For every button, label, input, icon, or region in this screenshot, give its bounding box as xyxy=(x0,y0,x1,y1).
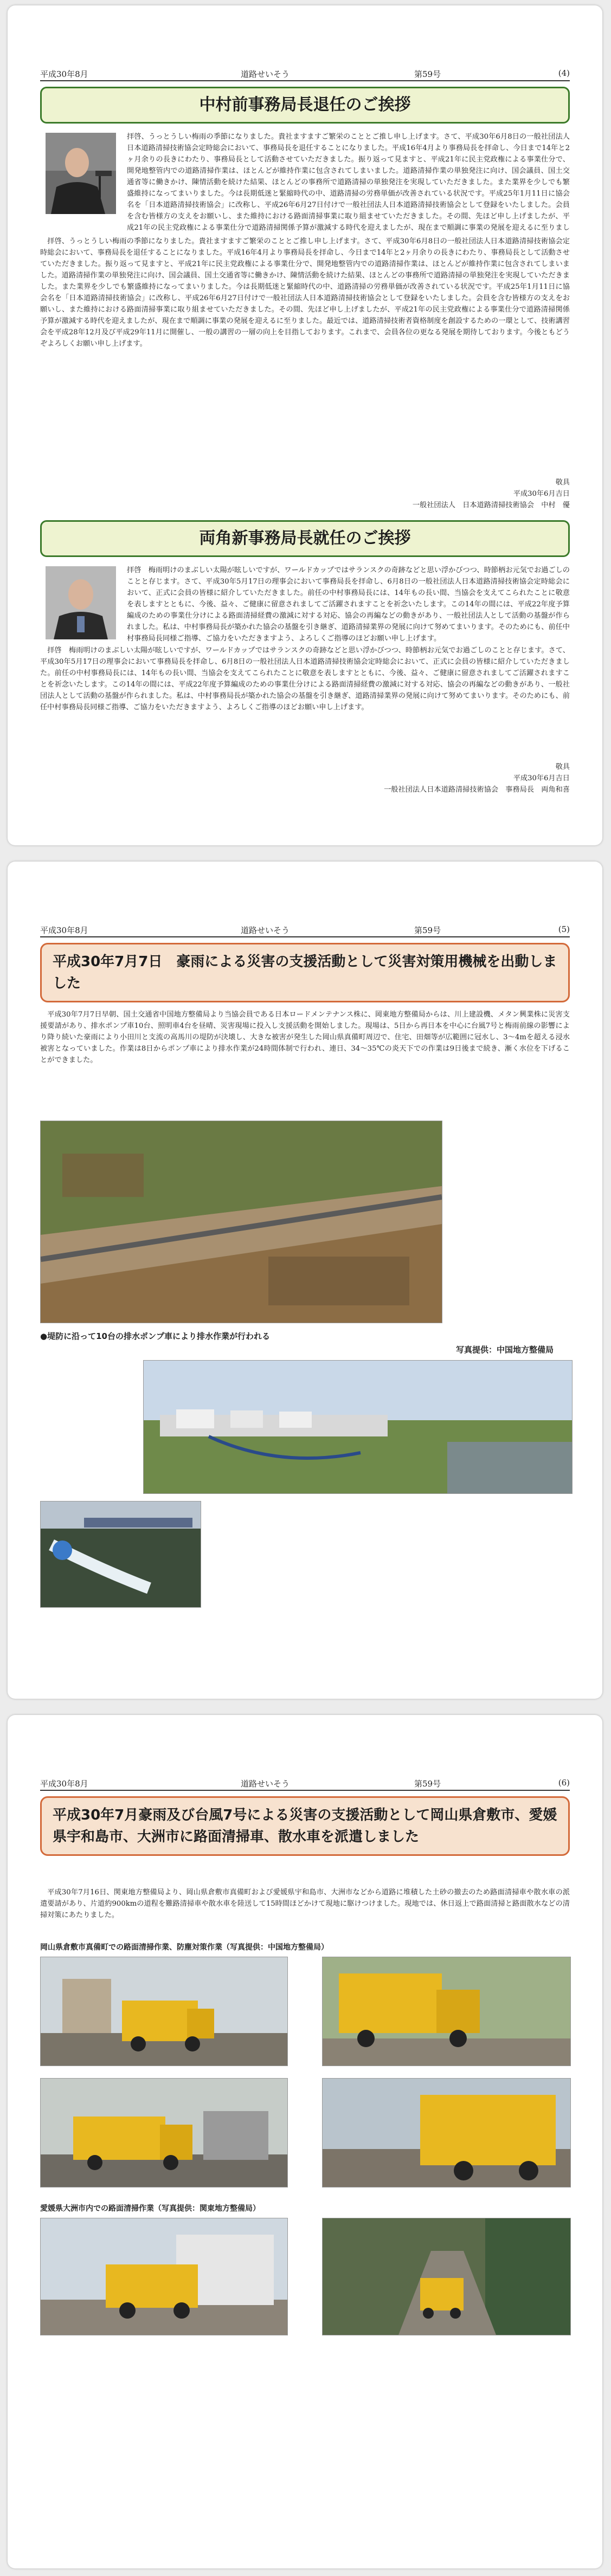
appointment-signoff xyxy=(384,761,570,795)
sweeper-truck-image xyxy=(41,1957,287,2066)
header-date: 平成30年8月 xyxy=(40,1779,88,1789)
portrait-morozumi xyxy=(46,566,116,639)
retirement-text-body: 拝啓、うっとうしい梅雨の季節になりました。貴社ますますご繁栄のこととご推し申し上げます。さて、平成30年6月8日の一般社団法人日本道路清掃技術協会定時総会において、事務局長を退任することになりました。平成16年4月より事務局長を拝命し、今日まで14年と2ヶ月余りの長きにわたり、事務局長として活動させていただきました。振り返って見ますと、平成21年に民主党政権による事業仕分で、開発地整管内での道路清掃作業は、ほとんどが維持作業に包含されてしまいました。道路清掃作業の単独発注に向け、国会議員、国土交通省等に働きかけ、陳情活動を続けた結果、ほとんどの事務所で道路清掃の単独発注を実現していただきました。また業界を少しでも繁盛維持になってまいりました。今は長期低迷と緊縮時代の中、道路清掃の労務単価が改善されている状況です。平成25年1月11日に協会名を「日本道路清掃技術協会」に改称し、平成26年6月27日付けで一般社団法人日本道路清掃技術協会として登録をいたしました。会員を含む皆様方の支えをお願いし、また維持における路面清掃事業に取り組ませていただきました。その間、先ほど申し上げましたが、平成21年の民主党政権による事業仕分で道路清掃関係予算が激減する時代を迎えましたが、現在まで順調に事業の発展を迎えるに至りました。最近では、道路清掃技術者資格制度を創設するための一環として、技術講習会を平成28年12月及び平成29年11月に開催し、一般の講習の一層の向上を目指しております。これまで、会員各位の更なる発展を期待しております。今後ともどうぞよろしくお願い申し上げます。 xyxy=(40,237,570,348)
aerial-photo-caption: ●堤防に沿って10台の排水ポンプ車により排水作業が行われる xyxy=(40,1331,270,1341)
signoff-keigu: 敬具 xyxy=(555,478,570,487)
pump-outlet-image xyxy=(41,1501,201,1607)
appointment-text-body: 拝啓 梅雨明けのまぶしい太陽が眩しいですが、ワールドカップではサランスクの奇跡などと思い浮かびつつ、時節柄お元気でお過ごしのことと存じます。さて、平成30年5月17日の理事会において事務局長を拝命し、6月8日の一般社団法人日本道路清掃技術協会定時総会において、正式に会員の皆様に紹介していただきました。前任の中村事務局長には、14年もの長い間、当協会を支えてこられたことに敬意を表しますとともに、今後、益々、ご健康に留意されましてご活躍されますことを祈念いたします。この14年の間には、平成22年度予算編成のための事業仕分けによる路面清掃経費の激減に対する対応、協会の再編などの動きがあり、一般社団法人として活動の基盤が作られました。私は、中村事務局長が築かれた協会の基盤を引き継ぎ、道路清掃業界の発展に向けて努めてまいります。そのためにも、前任中村事務局長同様ご指導、ご協力をいただきますよう、よろしくご指導のほどお願い申し上げます。 xyxy=(40,646,570,711)
retirement-signoff xyxy=(413,477,570,511)
aerial-flood-photo xyxy=(40,1121,442,1323)
pump-trucks-photo xyxy=(143,1360,573,1494)
pump-trucks-image xyxy=(144,1361,572,1493)
okayama-sweeper-photo-4 xyxy=(322,2078,571,2187)
sweeper-truck-image xyxy=(41,2218,287,2335)
sweeper-truck-image xyxy=(323,2218,570,2335)
header-date: 平成30年8月 xyxy=(40,69,88,79)
signoff-date: 平成30年6月吉日 xyxy=(513,490,570,498)
header-page-number: (6) xyxy=(558,1778,570,1788)
pump-deployment-text: 平成30年7月7日早朝、国土交通省中国地方整備局より当協会員である日本ロードメンテナンス株に、岡東地方整備局からは、川上建設機、メタン興業株に災害支援要請があり、排水ポンプ車10台、照明車4台を昼晴、災害現場に投入し支援活動を開始しました。現場は、5日から再日本を中心に台風7号と梅雨前線の影響により降り続いた豪雨により小田川と支流の高馬川の堤防が決壊し、大きな被害が発生した岡山県真備町周辺で、住宅、田畑等が広範囲に冠水し、3〜4mを超える浸水被害となっていました。作業は8日からポンプ車により排水作業が24時間体制で行われ、連日、34〜35℃の炎天下での作業は9日後まで続き、漸く水位を下げることができました。 xyxy=(40,1011,570,1064)
appointment-text-intro: 拝啓 梅雨明けのまぶしい太陽が眩しいですが、ワールドカップではサランスクの奇跡などと思い浮かびつつ、時節柄お元気でお過ごしのことと存じます。さて、平成30年5月17日の理事会において事務局長を拝命し、6月8日の一般社団法人日本道路清掃技術協会定時総会において、正式に会員の皆様に紹介していただきました。前任の中村事務局長には、14年もの長い間、当協会を支えてこられたことに敬意を表しますとともに、今後、益々、ご健康に留意されましてご活躍されますことを祈念いたします。この14年の間には、平成22年度予算編成のための事業仕分けによる路面清掃経費の激減に対する対応、協会の再編などの動きがあり、一般社団法人として活動の基盤が作られました。私は、中村事務局長が築かれた協会の基盤を引き継ぎ、道路清掃業界の発展に向けて努めてまいります。そのためにも、前任中村事務局長同様ご指導、ご協力をいただきますよう、よろしくご指導のほどお願い申し上げます。 xyxy=(127,566,570,643)
portrait-icon xyxy=(46,566,116,639)
header-page-number: (4) xyxy=(558,68,570,78)
okayama-sweeper-photo-3 xyxy=(40,2078,288,2187)
okayama-sweeper-photo-2 xyxy=(322,1957,571,2066)
subheading-okayama: 岡山県倉敷市真備町での路面清掃作業、防塵対策作業（写真提供：中国地方整備局） xyxy=(40,1943,329,1952)
okayama-sweeper-photo-1 xyxy=(40,1957,288,2066)
header-issue: 第59号 xyxy=(414,1779,441,1789)
sweeper-truck-image xyxy=(323,1957,570,2066)
header-page-number: (5) xyxy=(558,924,570,934)
signoff-keigu: 敬具 xyxy=(555,763,570,771)
newsletter-page-4 xyxy=(8,5,602,845)
running-header xyxy=(40,1778,570,1791)
running-header xyxy=(40,924,570,937)
portrait-nakamura xyxy=(46,133,116,214)
newsletter-page-6 xyxy=(8,1715,602,2568)
ozu-sweeper-photo-1 xyxy=(40,2218,288,2335)
pump-outlet-photo xyxy=(40,1501,201,1608)
sweeper-truck-image xyxy=(41,2079,287,2187)
newsletter-page-5 xyxy=(8,862,602,1699)
header-issue: 第59号 xyxy=(414,925,441,935)
section-title-appointment: 両角新事務局長就任のご挨拶 xyxy=(40,520,570,557)
section-title-retirement: 中村前事務局長退任のご挨拶 xyxy=(40,87,570,124)
header-title: 道路せいそう xyxy=(241,925,290,935)
sweeper-dispatch-text: 平成30年7月16日、関東地方整備局より、岡山県倉敷市真備町および愛媛県宇和島市、大洲市などから道路に堆積した土砂の撤去のため路面清掃車や散水車の派遣要請があり、片道約900kmの道程を難路清掃車や散水車を陸送して15時間ほどかけて現地に駆けつけました。現地では、休日返上で路面清掃と路面散水などの清掃対策にあたりました。 xyxy=(40,1888,570,1919)
sweeper-truck-image xyxy=(323,2079,570,2187)
running-header xyxy=(40,68,570,81)
signoff-date: 平成30年6月吉日 xyxy=(513,774,570,782)
ozu-sweeper-photo-2 xyxy=(322,2218,571,2335)
article-title-sweeper-dispatch: 平成30年7月豪雨及び台風7号による災害の支援活動として岡山県倉敷市、愛媛県宇和島市、大洲市に路面清掃車、散水車を派遣しました xyxy=(40,1796,570,1856)
article-title-pump-deployment: 平成30年7月7日 豪雨による災害の支援活動として災害対策用機械を出動しました xyxy=(40,943,570,1002)
retirement-text-intro: 拝啓、うっとうしい梅雨の季節になりました。貴社ますますご繁栄のこととご推し申し上げます。さて、平成30年6月8日の一般社団法人日本道路清掃技術協会定時総会において、事務局長を退任することになりました。平成16年4月より事務局長を拝命し、今日まで14年と2ヶ月余りの長きにわたり、事務局長として活動させていただきました。振り返って見ますと、平成21年に民主党政権による事業仕分で、開発地整管内での道路清掃作業は、ほとんどが維持作業に包含されてしまいました。道路清掃作業の単独発注に向け、国会議員、国土交通省等に働きかけ、陳情活動を続けた結果、ほとんどの事務所で道路清掃の単独発注を実現していただきました。また業界を少しでも繁盛維持になってまいりました。今は長期低迷と緊縮時代の中、道路清掃の労務単価が改善されている状況です。平成25年1月11日に協会名を「日本道路清掃技術協会」に改称し、平成26年6月27日付けで一般社団法人日本道路清掃技術協会として登録をいたしました。会員を含む皆様方の支えをお願いし、また維持における路面清掃事業に取り組ませていただきました。その間、先ほど申し上げましたが、平成21年の民主党政権による事業仕分で道路清掃関係予算が激減する時代を迎えましたが、現在まで順調に事業の発展を迎えるに至りまし xyxy=(127,133,570,232)
aerial-flood-image xyxy=(41,1121,442,1323)
subheading-ozu: 愛媛県大洲市内での路面清掃作業（写真提供：関東地方整備局） xyxy=(40,2204,260,2213)
photo-credit: 写真提供：中国地方整備局 xyxy=(455,1345,554,1355)
signoff-signature: 一般社団法人 日本道路清掃技術協会 中村 優 xyxy=(412,501,570,509)
signoff-signature: 一般社団法人日本道路清掃技術協会 事務局長 両角和喜 xyxy=(384,786,570,794)
header-date: 平成30年8月 xyxy=(40,925,88,935)
portrait-icon xyxy=(46,133,116,214)
header-title: 道路せいそう xyxy=(241,1779,290,1789)
header-title: 道路せいそう xyxy=(241,69,290,79)
header-issue: 第59号 xyxy=(414,69,441,79)
